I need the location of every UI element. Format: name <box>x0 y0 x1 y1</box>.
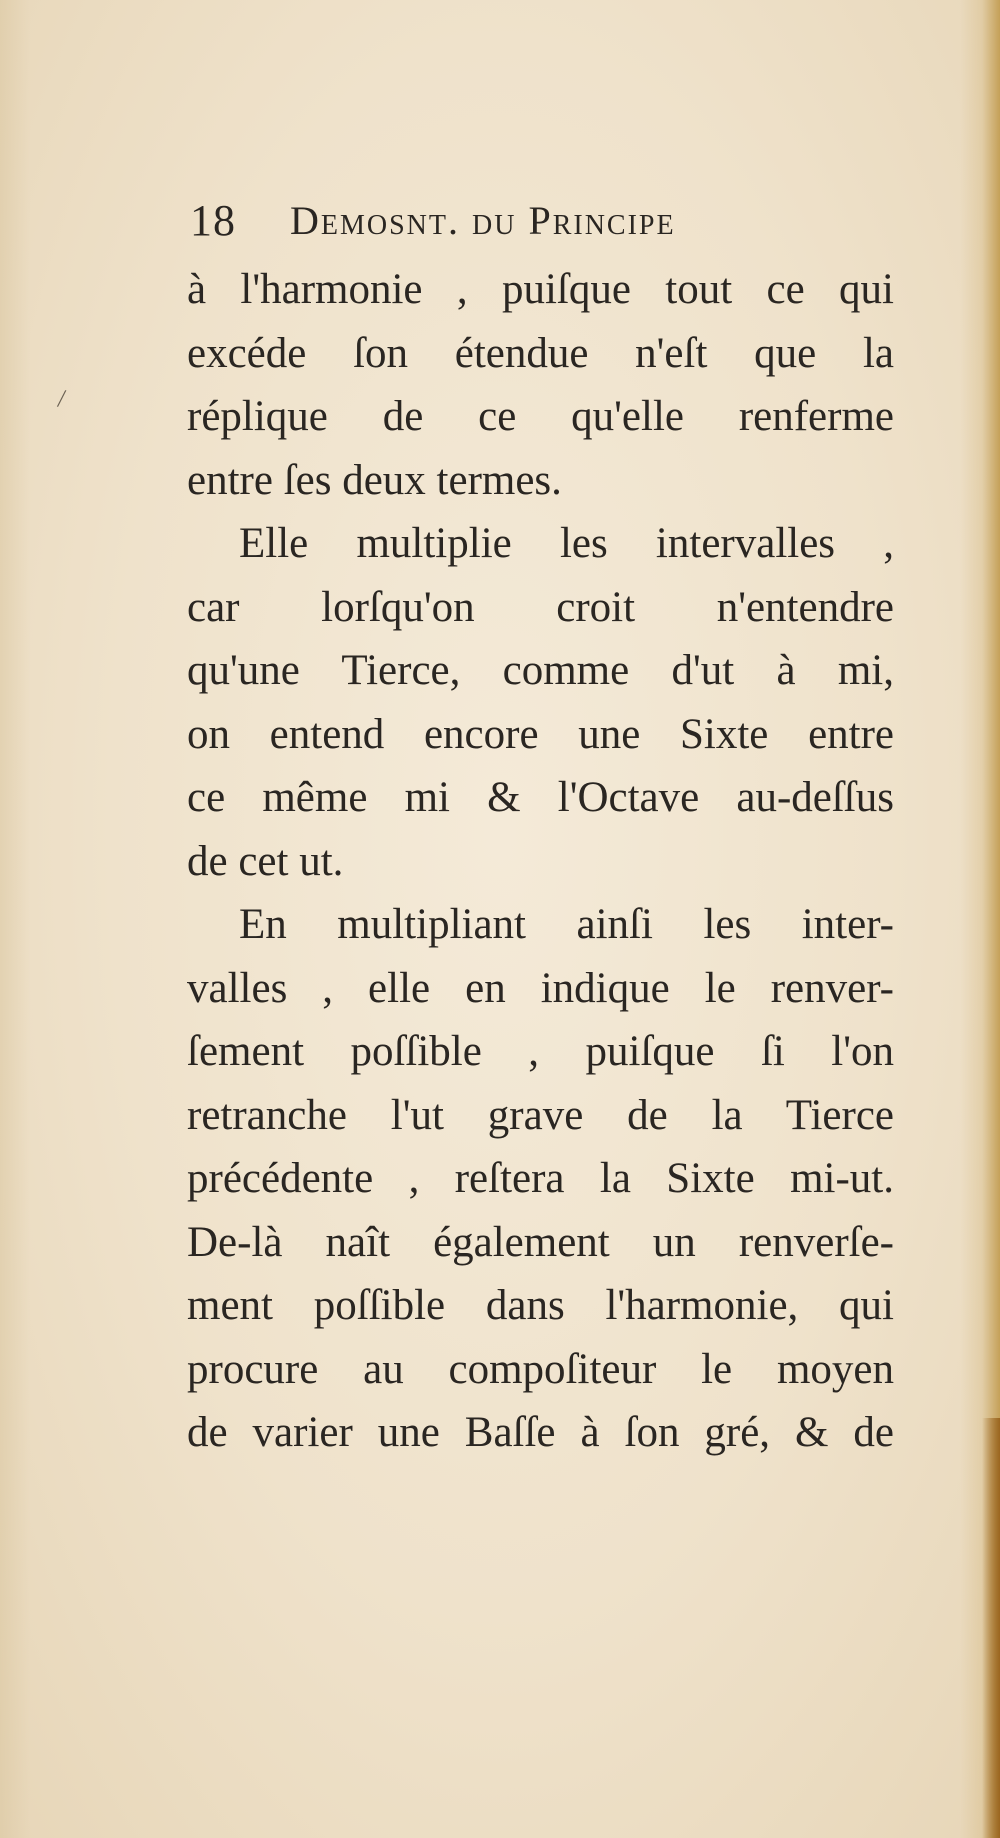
text-line: valles , elle en indique le renver- <box>187 964 894 1012</box>
running-head-title: Demosnt. du Principe <box>290 198 676 243</box>
text-line: procure au compoſiteur le moyen <box>187 1345 894 1393</box>
text-line: précédente , reſtera la Sixte mi-ut. <box>187 1155 894 1202</box>
text-line: réplique de ce qu'elle renferme <box>187 393 894 440</box>
margin-mark: / <box>56 383 68 414</box>
page-edge-stain <box>982 1418 1000 1838</box>
page-number: 18 <box>190 196 236 245</box>
text-line: ment poſſible dans l'harmonie, qui <box>187 1282 894 1329</box>
running-head <box>190 195 790 255</box>
text-line: on entend encore une Sixte entre <box>187 710 894 758</box>
text-line: ce même mi & l'Octave au-deſſus <box>187 774 894 821</box>
text-line: entre ſes deux termes. <box>187 456 562 504</box>
text-line: car lorſqu'on croit n'entendre <box>187 583 894 631</box>
text-line: de cet ut. <box>187 837 344 885</box>
text-line: En multipliant ainſi les inter- <box>239 901 894 948</box>
text-line: Elle multiplie les intervalles , <box>239 520 894 567</box>
text-line: à l'harmonie , puiſque tout ce qui <box>187 266 894 313</box>
text-line: De-là naît également un renverſe- <box>187 1218 894 1266</box>
text-line: de varier une Baſſe à ſon gré, & de <box>187 1409 894 1456</box>
page-gutter-shade <box>0 0 30 1838</box>
body-text <box>187 258 894 1465</box>
text-line: retranche l'ut grave de la Tierce <box>187 1091 894 1139</box>
text-line: qu'une Tierce, comme d'ut à mi, <box>187 647 894 694</box>
text-line: ſement poſſible , puiſque ſi l'on <box>187 1028 894 1075</box>
text-line: excéde ſon étendue n'eſt que la <box>187 329 894 377</box>
